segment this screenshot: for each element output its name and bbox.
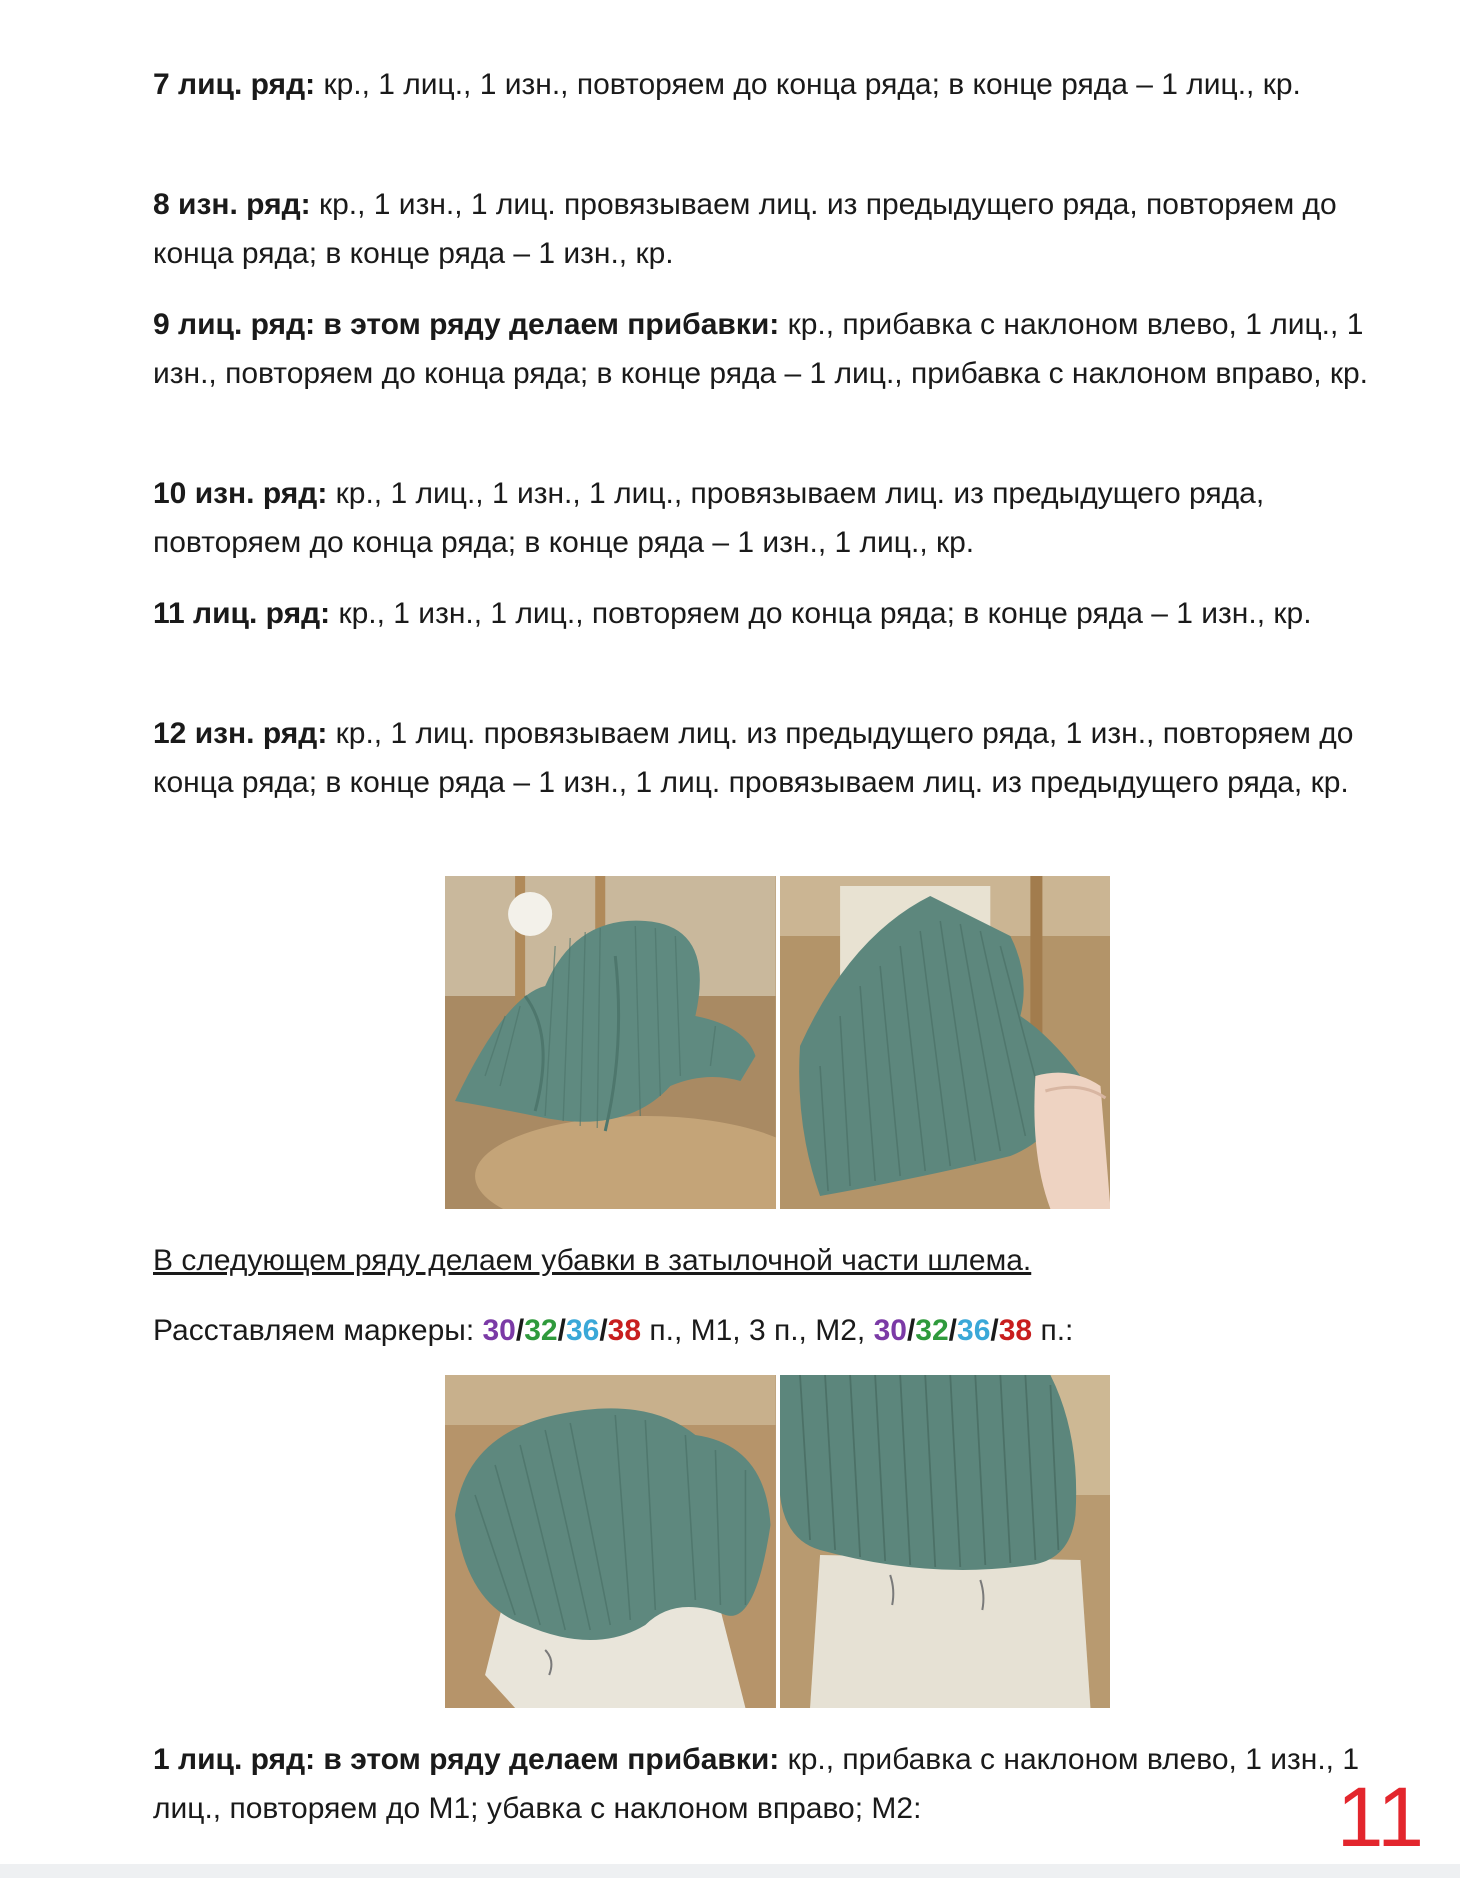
knitted-helmet-photo	[780, 876, 1111, 1209]
page-bottom-edge	[0, 1864, 1460, 1878]
row-12-instruction	[153, 709, 1403, 807]
row-label: 9 лиц. ряд: в этом ряду делаем прибавки:	[153, 308, 780, 341]
size-separator: /	[557, 1314, 566, 1347]
row-text: кр., 1 изн., 1 лиц. провязываем лиц. из предыдущего ряда, повторяем до конца ряда; в конце ряда – 1 изн., кр.	[153, 188, 1337, 270]
row-9-instruction	[153, 300, 1403, 398]
row-label: 10 изн. ряд:	[153, 477, 328, 510]
size-value: 32	[915, 1314, 949, 1347]
row-label: 7 лиц. ряд:	[153, 68, 316, 101]
row-text: кр., прибавка с наклоном влево, 1 изн., 1 лиц., повторяем до М1; убавка с наклоном вправо; М2:	[153, 1743, 1360, 1825]
row-label: 8 изн. ряд:	[153, 188, 311, 221]
row-text: кр., 1 изн., 1 лиц., повторяем до конца ряда; в конце ряда – 1 изн., кр.	[330, 597, 1312, 630]
row-label: 11 лиц. ряд:	[153, 597, 331, 630]
size-separator: /	[990, 1314, 999, 1347]
size-value: 30	[873, 1314, 907, 1347]
size-separator: /	[906, 1314, 916, 1347]
size-separator: /	[515, 1314, 525, 1347]
page-number: 11	[1336, 1770, 1424, 1864]
size-value: 32	[524, 1314, 558, 1347]
size-value: 36	[957, 1314, 991, 1347]
size-separator: /	[948, 1314, 958, 1347]
row-text: кр., прибавка с наклоном влево, 1 лиц., 1 изн., повторяем до конца ряда; в конце ряда – 1 лиц., прибавка с наклоном вправо, кр.	[153, 308, 1369, 390]
marker-suffix: п.:	[1032, 1314, 1074, 1347]
next-row-heading: В следующем ряду делаем убавки в затылочной части шлема.	[153, 1244, 1032, 1277]
size-value: 38	[607, 1314, 642, 1347]
row-text: кр., 1 лиц., 1 изн., 1 лиц., провязываем лиц. из предыдущего ряда, повторяем до конца ряда; в конце ряда – 1 изн., 1 лиц., кр.	[153, 477, 1265, 559]
size-value: 38	[998, 1314, 1033, 1347]
marker-placement	[153, 1306, 1403, 1355]
size-separator: /	[599, 1314, 608, 1347]
photo-row-2	[445, 1375, 1110, 1708]
size-value: 30	[482, 1314, 516, 1347]
row-10-instruction	[153, 469, 1403, 567]
knitted-helmet-photo	[445, 876, 776, 1209]
knitted-helmet-photo	[780, 1375, 1111, 1708]
photo-row-1	[445, 876, 1110, 1209]
row-label: 12 изн. ряд:	[153, 717, 328, 750]
row-11-instruction	[153, 589, 1403, 638]
knitted-helmet-photo	[445, 1375, 776, 1708]
row-text: кр., 1 лиц. провязываем лиц. из предыдущего ряда, 1 изн., повторяем до конца ряда; в конце ряда – 1 изн., 1 лиц. провязываем лиц. из предыдущего ряда, кр.	[153, 717, 1354, 799]
final-row-instruction	[153, 1735, 1403, 1833]
row-label: 1 лиц. ряд: в этом ряду делаем прибавки:	[153, 1743, 780, 1776]
row-8-instruction	[153, 180, 1403, 278]
marker-prefix: Расставляем маркеры:	[153, 1314, 483, 1347]
row-text: кр., 1 лиц., 1 изн., повторяем до конца ряда; в конце ряда – 1 лиц., кр.	[315, 68, 1301, 101]
size-value: 36	[565, 1314, 600, 1347]
row-7-instruction	[153, 60, 1403, 109]
marker-middle: п., М1, 3 п., М2,	[641, 1314, 874, 1347]
